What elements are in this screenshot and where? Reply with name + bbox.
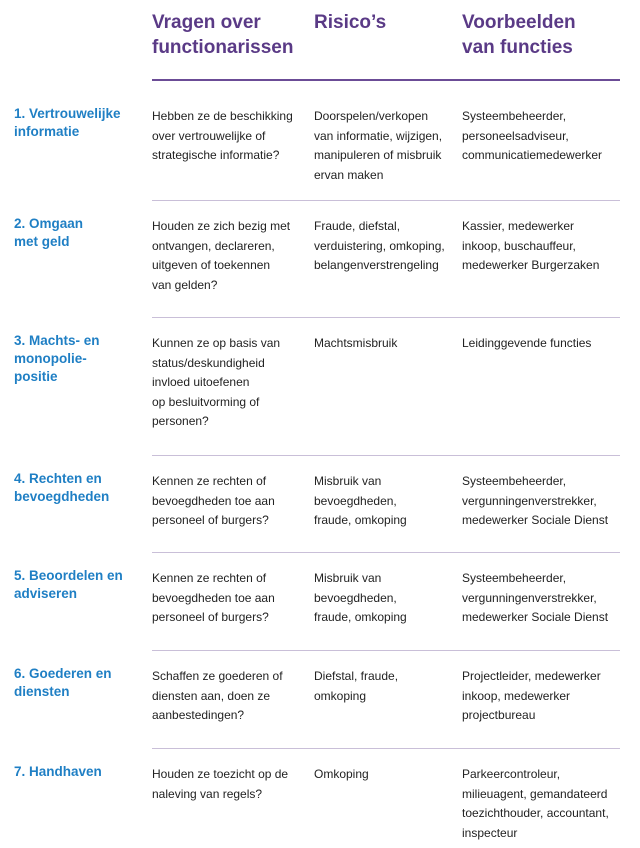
row-category: 4. Rechten en bevoegdheden — [14, 471, 110, 504]
row-divider — [152, 748, 620, 749]
row-examples: Parkeercontroleur, milieuagent, gemandateerd toezichthouder, accountant, inspecteur — [462, 767, 609, 840]
table-row — [0, 90, 640, 200]
header-questions: Vragen over functionarissen — [152, 12, 294, 58]
table-row — [0, 455, 640, 552]
row-category: 5. Beoordelen en adviseren — [14, 568, 123, 601]
row-question: Kunnen ze op basis van status/deskundigheid invloed uitoefenen op besluitvorming of personen? — [152, 336, 281, 428]
row-question: Houden ze zich bezig met ontvangen, declareren, uitgeven of toekennen van gelden? — [152, 219, 291, 292]
row-examples: Systeembeheerder, vergunningenverstrekker, medewerker Sociale Dienst — [462, 474, 609, 527]
header-risks: Risico’s — [314, 12, 387, 33]
row-risks: Misbruik van bevoegdheden, fraude, omkoping — [314, 474, 407, 527]
row-divider — [152, 650, 620, 651]
row-question: Houden ze toezicht op de naleving van regels? — [152, 767, 289, 801]
row-examples: Leidinggevende functies — [462, 336, 592, 350]
row-question: Kennen ze rechten of bevoegdheden toe aan personeel of burgers? — [152, 474, 275, 527]
row-divider — [152, 552, 620, 553]
table-row — [0, 552, 640, 650]
row-divider — [152, 200, 620, 201]
table-row — [0, 317, 640, 455]
row-risks: Misbruik van bevoegdheden, fraude, omkoping — [314, 571, 407, 624]
header-examples: Voorbeelden van functies — [462, 12, 576, 58]
row-risks: Omkoping — [314, 767, 369, 781]
row-question: Kennen ze rechten of bevoegdheden toe aan personeel of burgers? — [152, 571, 275, 624]
row-question: Hebben ze de beschikking over vertrouwelijke of strategische informatie? — [152, 109, 293, 162]
row-risks: Diefstal, fraude, omkoping — [314, 669, 399, 703]
table-row — [0, 650, 640, 748]
row-divider — [152, 317, 620, 318]
row-examples: Kassier, medewerker inkoop, buschauffeur, medewerker Burgerzaken — [462, 219, 600, 272]
row-risks: Doorspelen/verkopen van informatie, wijzigen, manipuleren of misbruik ervan maken — [314, 109, 443, 182]
row-examples: Systeembeheerder, vergunningenverstrekker, medewerker Sociale Dienst — [462, 571, 609, 624]
header-divider — [152, 79, 620, 81]
row-examples: Systeembeheerder, personeelsadviseur, communicatiemedewerker — [462, 109, 603, 162]
table-row — [0, 748, 640, 848]
row-category: 2. Omgaan met geld — [14, 216, 84, 249]
row-risks: Fraude, diefstal, verduistering, omkoping, belangenverstrengeling — [314, 219, 445, 272]
row-question: Schaffen ze goederen of diensten aan, doen ze aanbestedingen? — [152, 669, 283, 722]
row-divider — [152, 455, 620, 456]
row-category: 6. Goederen en diensten — [14, 666, 112, 699]
row-category: 7. Handhaven — [14, 764, 102, 779]
row-risks: Machtsmisbruik — [314, 336, 398, 350]
row-category: 3. Machts- en monopolie- positie — [14, 333, 100, 384]
table-row — [0, 200, 640, 317]
row-category: 1. Vertrouwelijke informatie — [14, 106, 121, 139]
row-examples: Projectleider, medewerker inkoop, medewerker projectbureau — [462, 669, 601, 722]
table-header — [0, 0, 640, 80]
